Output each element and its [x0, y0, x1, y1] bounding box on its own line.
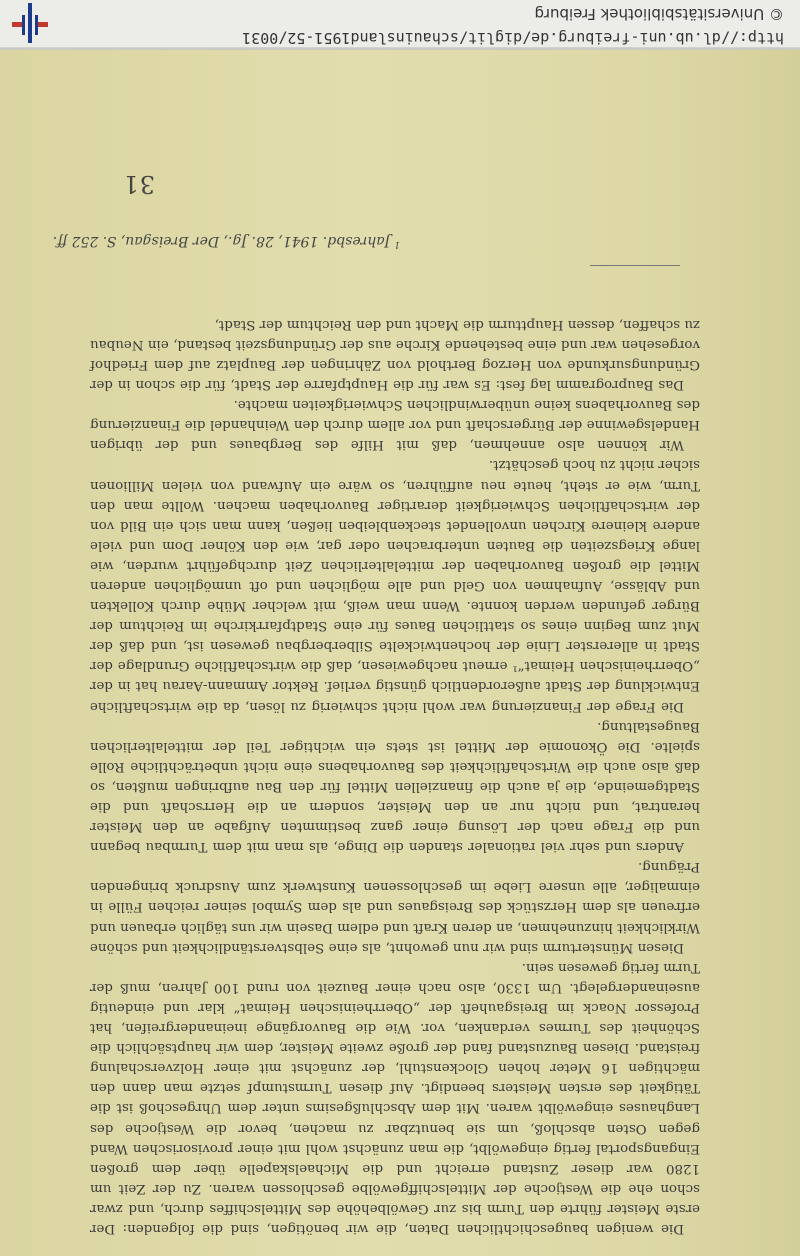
paragraph: Diesen Münsterturm sind wir nun gewohnt, als eine Selbstverständlichkeit und schöne Wirklichkeit hinzunehmen, an deren Kraft und edlem Dasein wir uns täglich erbauen und erfreuen als dem Herzstück des Breisgaues und als dem Symbol seiner reichen Fülle in einmaliger, alle unsere Liebe im geschlossenen Kunstwerk zum Ausdruck bringenden Prägung. — [90, 859, 700, 955]
paragraph: Wir können also annehmen, daß mit Hilfe des Bergbaues und der übrigen Handelsgewinne der Bürgerschaft und vor allem durch den Weinhandel die Finanzierung des Bauvorhabens keine unüberwindlichen Schwierigkeiten machte. — [90, 397, 700, 453]
footnote-marker: 1 — [394, 239, 400, 249]
footnote — [53, 233, 400, 249]
viewer-header — [0, 0, 800, 48]
main-text — [90, 314, 700, 1238]
footnote-divider — [590, 265, 680, 266]
document-page — [0, 50, 800, 1256]
footnote-text: Jahresbd. 1941, 28. Jg., Der Breisgau, S. 252 ff. — [52, 233, 391, 249]
paragraph: Die Frage der Finanzierung war wohl nicht schwierig zu lösen, da die wirtschaftliche Entwicklung der Stadt außerordentlich günstig verlief. Rektor Ammann-Aarau hat in der „Oberrheinischen Heimat“¹ erneut nachgewiesen, daß die wirtschaftliche Grundlage der Stadt in allererster Linie der hochentwickelte Silberbergbau gewesen ist, und daß der Mut zum Beginn eines so stattlichen Baues für eine Stadtpfarrkirche im Reichtum der Bürger gefunden werden konnte. Wenn man weiß, mit welcher Mühe durch Kollekten und Ablässe, Aufnahmen von Geld und alle möglichen und oft unmöglichen anderen Mittel die großen Bauvorhaben der mittelalterlichen Zeit durchgeführt wurden, wie lange Kriegszeiten die Bauten unterbrachen oder gar, wie den Kölner Dom und viele andere kleinere Kirchen unvollendet steckenbleiben ließen, kann man sich ein Bild von der wirtschaftlichen Schwierigkeit derartiger Bauvorhaben machen. Wollte man den Turm, wie er steht, heute neu aufführen, so wäre ein Aufwand von vielen Millionen sicher nicht zu hoch geschätzt. — [90, 457, 700, 714]
source-url[interactable]: http://dl.ub.uni-freiburg.de/diglit/schauinsland1951-52/0031 — [242, 29, 784, 47]
library-credit: © Universitätsbibliothek Freiburg — [534, 5, 784, 23]
page-number: 31 — [122, 170, 155, 198]
paragraph: Das Bauprogramm lag fest: Es war für die Hauptpfarre der Stadt, für die schon in der Gründungsurkunde von Herzog Berthold von Zähringen der Bauplatz auf dem Friedhof vorgesehen war und eine bestehende Kirche aus der Gründungszeit bestand, ein Neubau zu schaffen, dessen Hauptturm die Macht und den Reichtum der Stadt, — [90, 316, 700, 393]
library-logo-icon — [8, 3, 52, 43]
paragraph: Die wenigen baugeschichtlichen Daten, die wir benötigen, sind die folgenden: Der erste Meister führte den Turm bis zur Gewölbehöhe des Mittelschiffes durch, und zwar schon ehe die Westjoche der Mittelschiffgewölbe geschlossen waren. Zu der Zeit um 1280 war dieser Zustand erreicht und die Michaelskapelle über dem großen Eingangsportal fertig eingewölbt, die man zunächst wohl mit einer provisorischen Wand gegen Osten abschloß, um sie benutzbar zu machen, bevor die Westjoche des Langhauses eingewölbt waren. Mit dem Abschlußgesims unter dem Uhrgeschoß ist die Tätigkeit des ersten Meisters beendigt. Auf diesen Turmstumpf setzte man dann den mächtigen 16 Meter hohen Glockenstuhl, der zunächst mit einer Holzverschalung freistand. Diesen Bauzustand fand der große zweite Meister, dem wir hauptsächlich die Schönheit des Turmes verdanken, vor. Wie die Bauvorgänge ineinandergreifen, hat Professor Noack im Breisgauheft der „Oberrheinischen Heimat“ klar und eindeutig auseinandergelegt. Um 1330, also nach einer Bauzeit von rund 100 Jahren, muß der Turm fertig gewesen sein. — [90, 959, 700, 1236]
paragraph: Anders und sehr viel rationaler standen die Dinge, als man mit dem Turmbau begann und die Frage nach der Lösung einer ganz bestimmten Aufgabe an den Meister herantrat, und nicht nur an den Meister, sondern an die Herrschaft und die Stadtgemeinde, die ja auch die finanziellen Mittel für den Bau aufbringen mußten, so daß also auch die Wirtschaftlichkeit des Bauvorhabens eine nicht unbeträchtliche Rolle spielte. Die Ökonomie der Mittel ist stets ein wichtiger Teil der mittelalterlichen Baugestaltung. — [90, 718, 700, 855]
